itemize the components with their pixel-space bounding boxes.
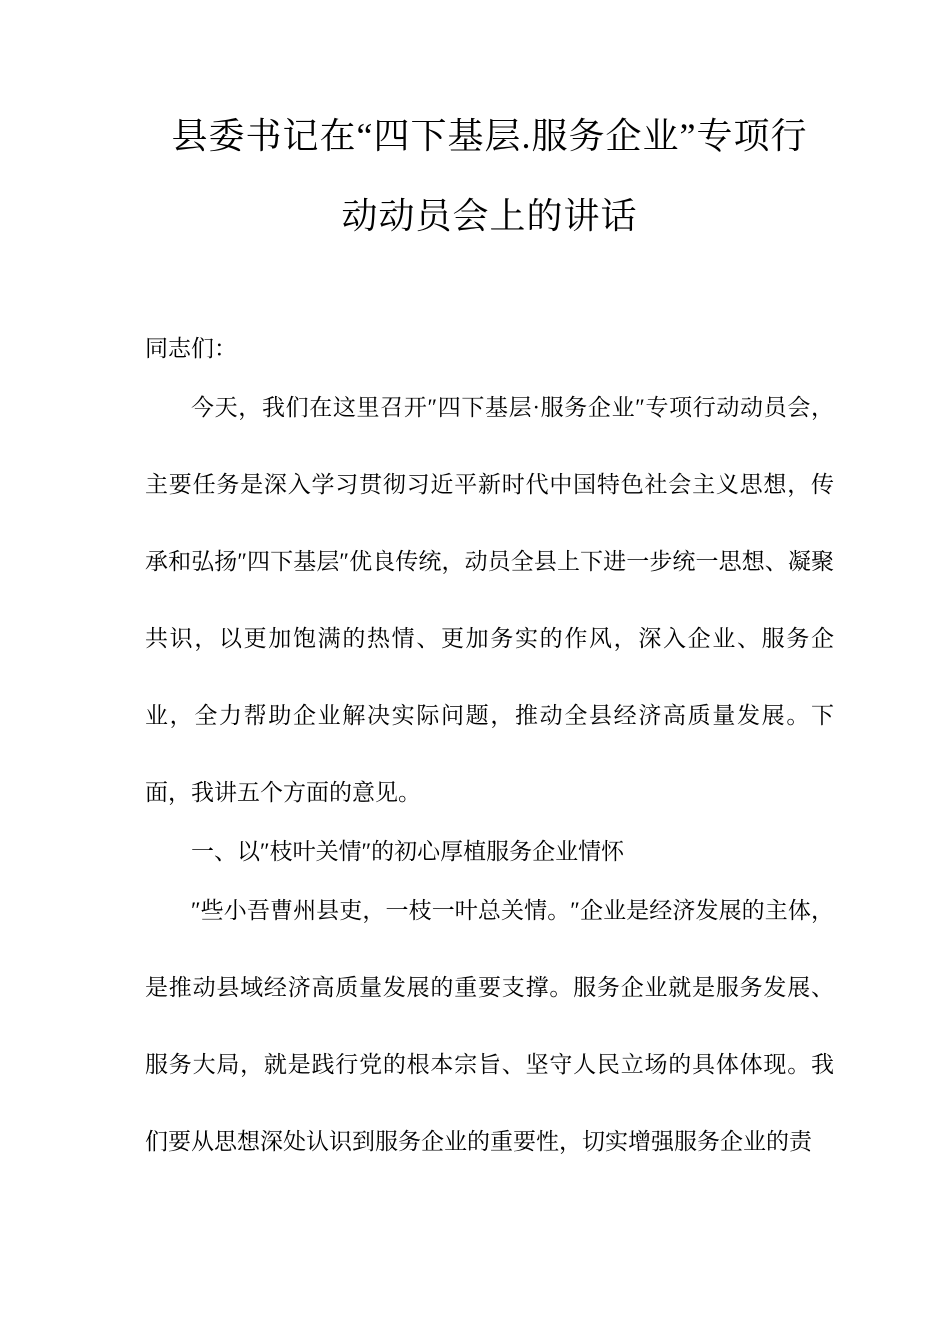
- document-body: [145, 310, 834, 1180]
- salutation-paragraph: 同志们：: [145, 336, 237, 361]
- section-heading-1: 一、以″枝叶关情″的初心厚植服务企业情怀: [191, 839, 625, 864]
- intro-paragraph: 今天，我们在这里召开″四下基层·服务企业″专项行动动员会，主要任务是深入学习贯彻习近平新时代中国特色社会主义思想，传承和弘扬″四下基层″优良传统，动员全县上下进一步统一思想、凝聚共识，以更加饱满的热情、更加务实的作风，深入企业、服务企业，全力帮助企业解决实际问题，推动全县经济高质量发展。下面，我讲五个方面的意见。: [145, 395, 834, 805]
- document-title-line-1: 县委书记在“四下基层.服务企业”专项行: [171, 116, 808, 156]
- document-title: [145, 96, 834, 256]
- document-title-line-2: 动动员会上的讲话: [341, 196, 638, 236]
- section-1-paragraph: ″些小吾曹州县吏，一枝一叶总关情。″企业是经济发展的主体，是推动县域经济高质量发展的重要支撑。服务企业就是服务发展、服务大局，就是践行党的根本宗旨、坚守人民立场的具体体现。我们要从思想深处认识到服务企业的重要性，切实增强服务企业的责: [145, 898, 834, 1154]
